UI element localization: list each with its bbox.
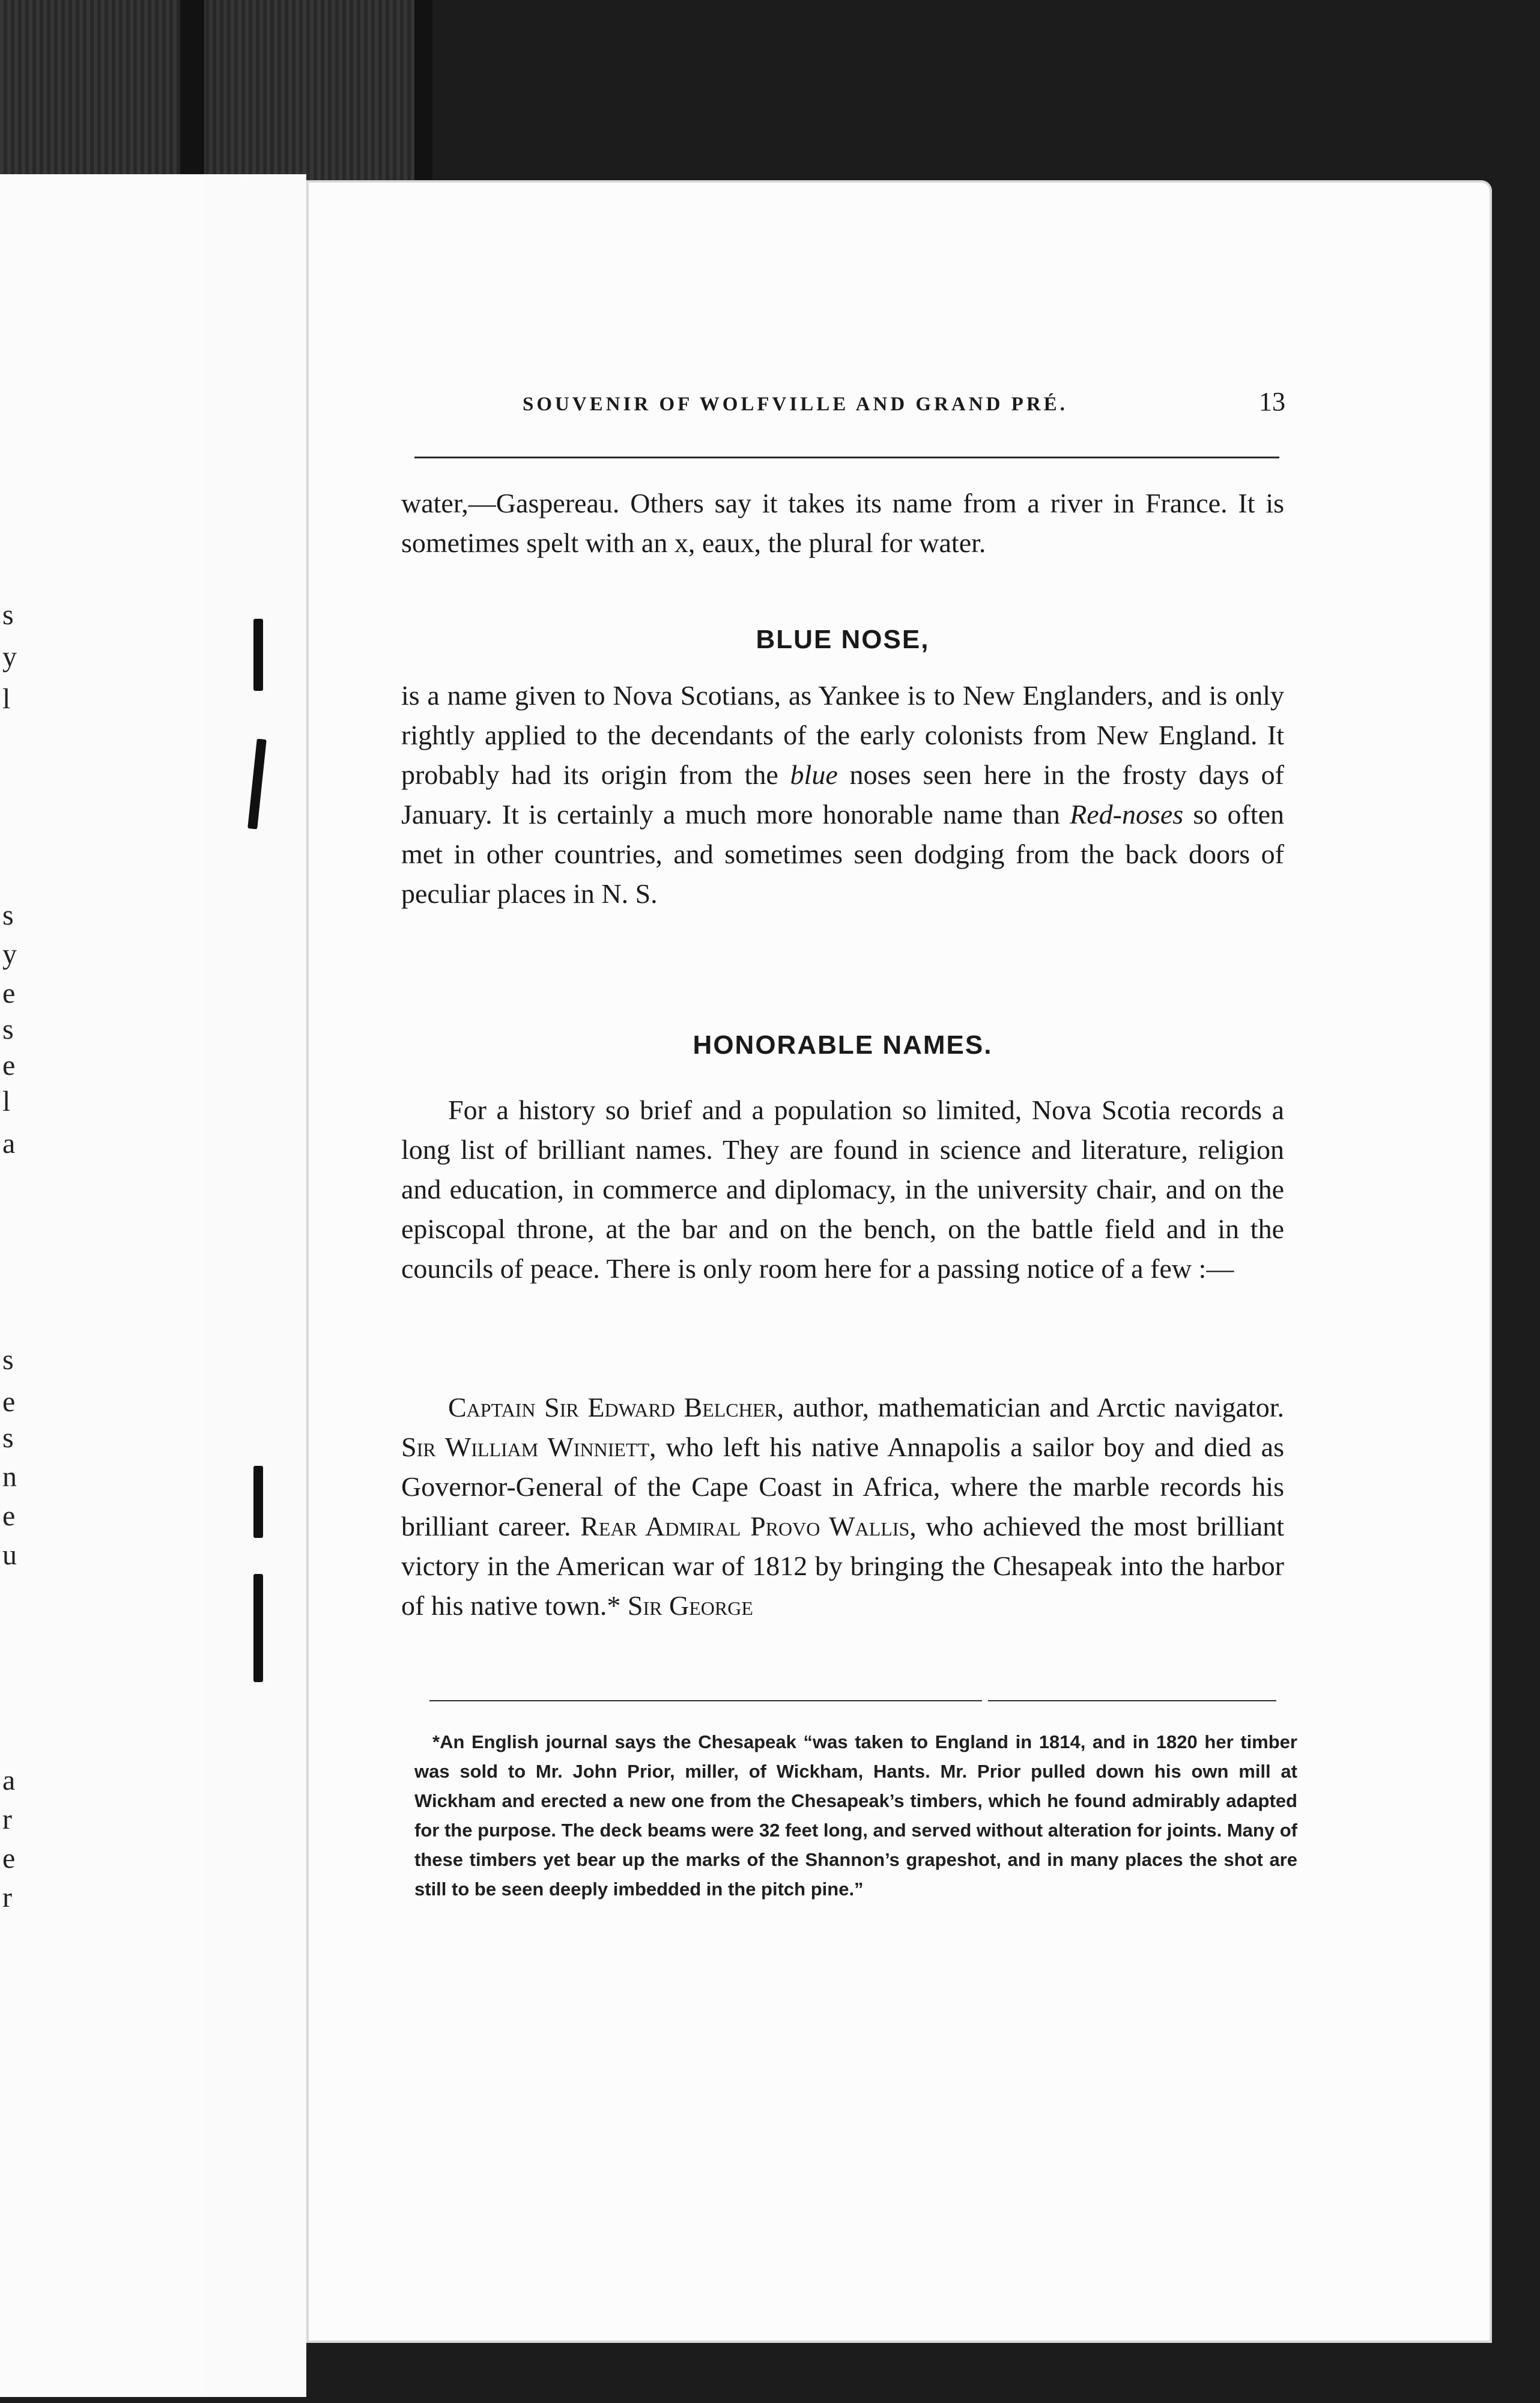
edge-letter: e [2,1386,16,1418]
text-run: who achieved the most brilliant victory in the American war of 1812 by bringing the Chesapeak into the harbor of his native town.* [401,1511,1284,1621]
edge-letter: l [2,1086,11,1117]
staple-mark [253,1466,263,1538]
facing-page-edge [0,174,204,2397]
person-name: Sir William Winniett, [401,1432,656,1462]
running-header [523,387,1285,430]
edge-letter: a [2,1128,16,1159]
person-name: Sir George [627,1590,753,1621]
section-heading-honorable-names: HONORABLE NAMES. [693,1030,993,1060]
text-run: so often met in other countries, and sometimes seen dodging from the back doors of peculiar places in N. S. [401,799,1285,909]
edge-letter: y [2,641,17,673]
staple-mark [247,739,267,830]
person-name: Captain Sir Edward Belcher, [448,1392,784,1423]
edge-letter: r [2,1882,12,1913]
facing-page-letters [0,174,18,2397]
page-number: 13 [1259,387,1285,416]
edge-letter: s [2,1344,14,1376]
edge-letter: s [2,1422,14,1454]
staple-mark [253,619,263,691]
edge-letter: e [2,1500,16,1532]
footnote-rule [988,1700,1276,1701]
text-run: noses seen here in the frosty days of January. It is certainly a much more honorable name than [401,759,1284,830]
paragraph-blue-nose [401,676,1284,914]
edge-letter: r [2,1803,12,1835]
text-run: is a name given to Nova Scotians, as Yankee is to New Englanders, and is only rightly applied to the decendants of the early colonists from New England. It probably had its origin from the [401,680,1284,790]
paragraph-text [401,676,1284,914]
footnote: *An English journal says the Chesapeak “was taken to England in 1814, and in 1820 her timber was sold to Mr. John Prior, miller, of Wickham, Hants. Mr. Prior pulled down his own mill at Wickham and erected a new one from the Chesapeak’s timbers, which he found admirably adapted for the purpose. The deck beams were 32 feet long, and served without alteration for joints. Many of these timbers yet bear up the marks of the Shannon’s grapeshot, and in many places the shot are still to be seen deeply imbedded in the pitch pine.” [414,1731,1297,1900]
paragraph-text [401,1388,1284,1626]
text-run: author, mathematician and Arctic navigator. [784,1392,1284,1423]
edge-letter: s [2,899,14,931]
paragraph-continuation [401,484,1284,563]
edge-letter: s [2,1013,14,1045]
paragraph-notable-people [401,1388,1284,1626]
edge-letter: l [2,683,11,715]
paragraph-text: For a history so brief and a population so limited, Nova Scotia records a long list of brilliant names. They are found in science and literature, religion and education, in commerce and diplomacy, in the university chair, and on the episcopal throne, at the bar and on the bench, on the battle field and in the councils of peace. There is only room here for a passing notice of a few :— [401,1095,1284,1284]
emphasis-blue: blue [790,759,838,790]
person-name: Rear Admiral Provo Wallis, [580,1511,917,1542]
edge-letter: e [2,977,16,1009]
footnote-rule [429,1700,982,1701]
paragraph-text: water,—Gaspereau. Others say it takes its name from a river in France. It is sometimes spelt with an x, eaux, the plural for water. [401,488,1284,558]
staple-mark [253,1574,263,1682]
edge-letter: a [2,1764,16,1796]
running-title: SOUVENIR OF WOLFVILLE AND GRAND PRÉ. [523,393,1068,415]
edge-letter: n [2,1461,17,1493]
edge-letter: e [2,1050,16,1081]
section-heading-blue-nose: BLUE NOSE, [756,625,930,654]
edge-letter: e [2,1843,16,1874]
header-rule [414,457,1279,458]
text-run: who left his native Annapolis a sailor boy and died as Governor-General of the Cape Coast in Africa, where the marble records his brilliant career. [401,1432,1284,1542]
edge-letter: u [2,1539,17,1571]
binding-cloth [0,0,432,180]
edge-letter: s [2,599,14,631]
page-gutter [204,174,306,2397]
edge-letter: y [2,938,17,970]
paragraph-honorable-names [401,1090,1284,1289]
emphasis-red-noses: Red-noses [1070,799,1184,830]
